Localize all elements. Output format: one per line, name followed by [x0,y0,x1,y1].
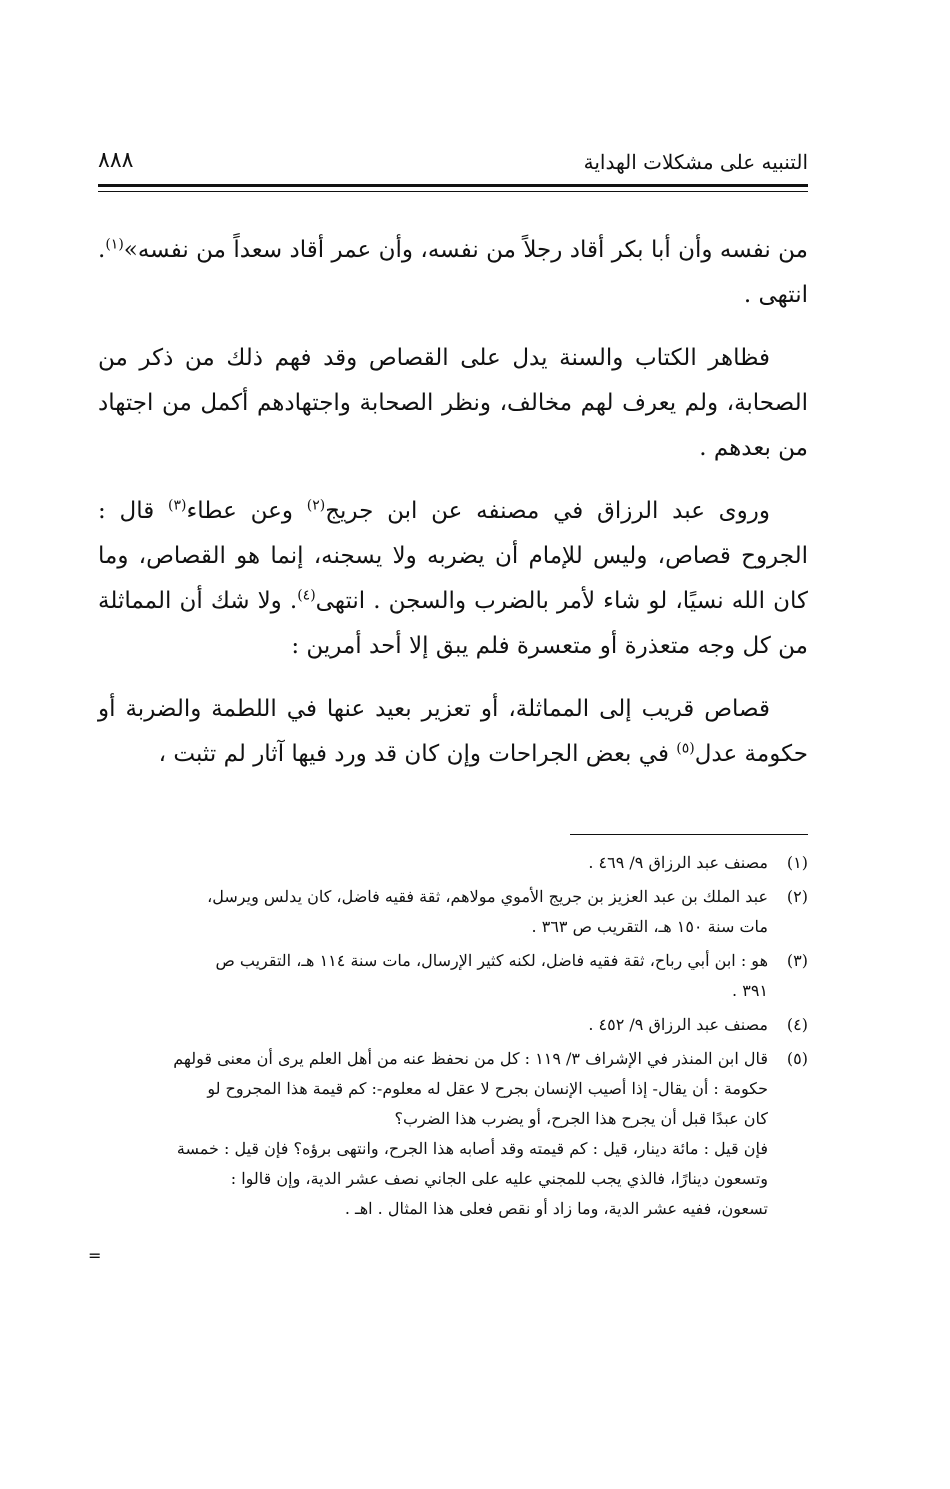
footnote-line: مصنف عبد الرزاق ٩/ ٤٥٢ . [588,1015,768,1034]
footnote-line: حكومة : أن يقال- إذا أصيب الإنسان بجرح لا عقل له معلوم-: كم قيمة هذا المجروح لو [207,1079,768,1098]
footnote-ref: (٣) [167,497,187,514]
footnote-line: قال ابن المنذر في الإشراف ٣/ ١١٩ : كل من نحفظ عنه من أهل العلم يرى أن معنى قولهم [173,1049,768,1068]
footnote-line: هو : ابن أبي رباح، ثقة فقيه فاضل، لكنه كثير الإرسال، مات سنة ١١٤ هـ، التقريب ص [215,951,768,970]
text-run: وروى عبد الرزاق في مصنفه عن ابن جريج [325,498,770,524]
text-run: من نفسه وأن أبا بكر أقاد رجلاً من نفسه، وأن عمر أقاد سعداً من نفسه» [123,237,808,263]
footnotes [98,848,808,1228]
running-header [98,150,808,184]
page-number: ٨٨٨ [98,148,134,173]
paragraph-3 [98,489,808,669]
footnote-3 [98,946,808,1006]
footnote-line: فإن قيل : مائة دينار، قيل : كم قيمته وقد أصابه هذا الجرح، وانتهى برؤه؟ فإن قيل : خمسة [176,1139,768,1158]
footnote-4 [98,1010,808,1040]
footnote-line: عبد الملك بن عبد العزيز بن جريج الأموي مولاهم، ثقة فقيه فاضل، كان يدلس ويرسل، [207,887,768,906]
text-run: قصاص قريب إلى المماثلة، أو تعزير بعيد عنها في اللطمة والضربة أو حكومة عدل [98,696,808,767]
continuation-mark: = [88,1246,102,1265]
main-text [98,228,808,795]
footnote-number: (٤) [786,1015,808,1034]
text-run: . ولا شك أن المماثلة من كل وجه متعذرة أو متعسرة فلم يبق إلا أحد أمرين : [98,588,808,659]
header-rule-thin [98,191,808,192]
footnote-1 [98,848,808,878]
footnote-2 [98,882,808,942]
text-run: وعن عطاء [186,498,307,524]
footnote-number: (٥) [786,1049,808,1068]
text-run: في بعض الجراحات وإن كان قد ورد فيها آثار لم تثبت ، [158,741,677,767]
text-run: . انتهى . [98,237,808,308]
paragraph-2 [98,336,808,471]
footnote-separator [570,834,808,835]
footnote-number: (٣) [786,951,808,970]
footnote-number: (١) [786,853,808,872]
footnote-line: كان عبدًا قبل أن يجرح هذا الجرح، أو يضرب هذا الضرب؟ [394,1109,768,1128]
footnote-5 [98,1044,808,1224]
text-run: فظاهر الكتاب والسنة يدل على القصاص وقد فهم ذلك من ذكر من الصحابة، ولم يعرف لهم مخالف، ونظر الصحابة واجتهادهم أكمل من اجتهاد من بعدهم . [98,345,808,461]
footnote-line: ٣٩١ . [732,981,768,1000]
paragraph-1 [98,228,808,318]
footnote-ref: (٥) [676,740,695,757]
paragraph-4 [98,687,808,777]
footnote-number: (٢) [786,887,808,906]
footnote-ref: (٤) [297,587,316,604]
footnote-line: مات سنة ١٥٠ هـ، التقريب ص ٣٦٣ . [531,917,768,936]
text-run: قال : الجروح قصاص، وليس للإمام أن يضربه ولا يسجنه، إنما هو القصاص، وما كان الله نسيًا، لو شاء لأمر بالضرب والسجن . انتهى [98,498,809,614]
header-rule-thick [98,184,808,187]
footnote-line: وتسعون دينارًا، فالذي يجب للمجني عليه على الجاني نصف عشر الدية، وإن قالوا : [230,1169,768,1188]
footnote-ref: (٢) [306,497,326,514]
footnote-line: تسعون، ففيه عشر الدية، وما زاد أو نقص فعلى هذا المثال . اهـ . [344,1199,768,1218]
footnote-ref: (١) [105,236,124,253]
footnote-line: مصنف عبد الرزاق ٩/ ٤٦٩ . [588,853,768,872]
book-title: التنبيه على مشكلات الهداية [583,150,808,174]
